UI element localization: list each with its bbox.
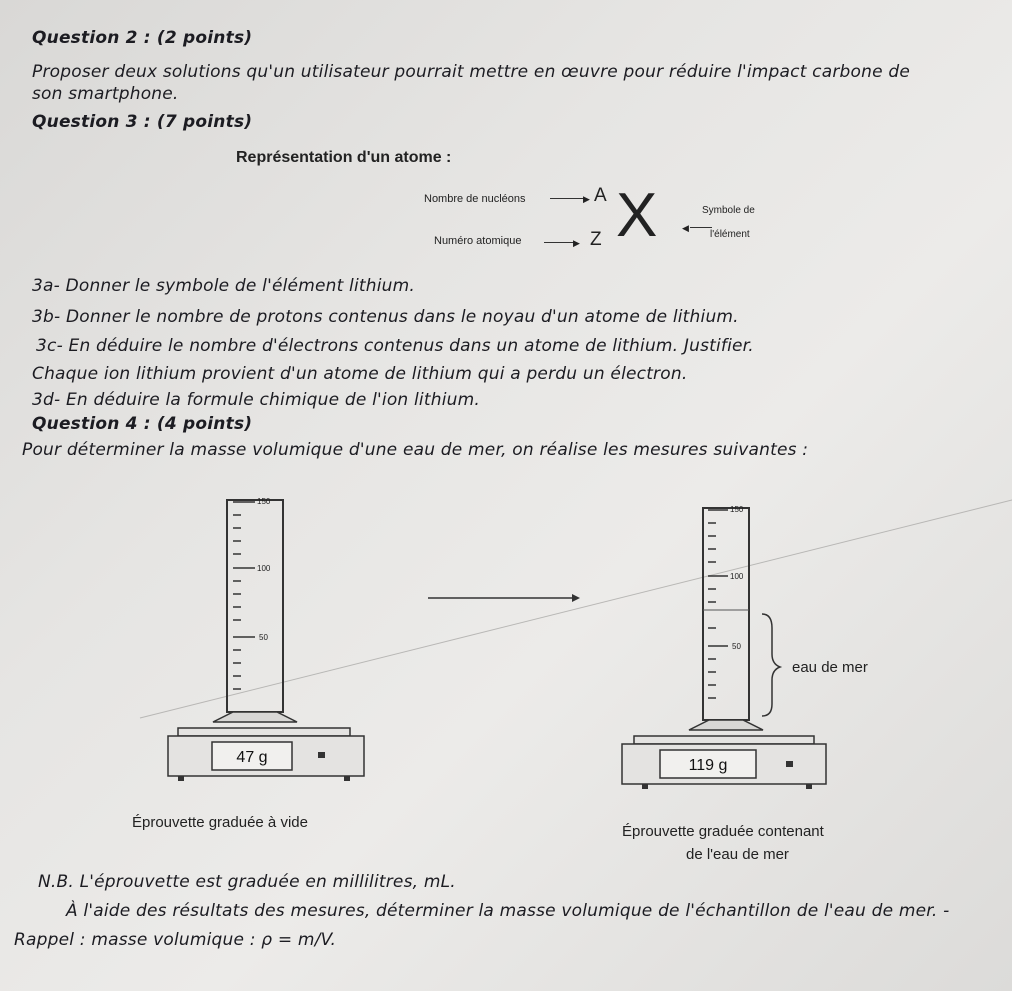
left-balance-foot-right [344,776,350,781]
left-caption: Éprouvette graduée à vide [132,814,308,831]
right-balance [622,736,826,789]
question-2-title: Question 2 : (2 points) [32,28,253,48]
rappel-formula: Rappel : masse volumique : ρ = m/V. [14,930,337,950]
nucleon-symbol-a: A [594,185,607,206]
right-cylinder-body [703,508,749,720]
question-3-title: Question 3 : (7 points) [32,112,253,132]
atomic-number-symbol-z: Z [590,229,602,250]
left-balance-button [318,752,325,758]
element-symbol-x: X [616,181,658,250]
question-3c: 3c- En déduire le nombre d'électrons contenus dans un atome de lithium. Justifier. [36,336,754,356]
nb-note: N.B. L'éprouvette est graduée en millilitres, mL. [38,872,456,892]
left-graduated-cylinder [213,497,297,722]
left-scale-reading: 47 g [236,749,268,766]
measurement-illustration [0,470,1012,870]
question-3a: 3a- Donner le symbole de l'élément lithium. [32,276,416,296]
element-symbol-label-1: Symbole de [702,205,755,216]
question-4-intro: Pour déterminer la masse volumique d'une eau de mer, on réalise les mesures suivantes : [22,440,809,460]
right-grad-50: 50 [732,642,741,651]
element-arrow [690,227,712,228]
right-scale-reading: 119 g [688,757,728,774]
left-balance-plate [178,728,350,736]
right-caption-line-2: de l'eau de mer [686,846,789,863]
atomic-number-label: Numéro atomique [434,235,522,247]
right-cylinder-ticks [708,510,728,698]
right-balance-foot-left [642,784,648,789]
element-arrow-head: ◀ [682,223,689,233]
right-grad-150: 150 [730,505,744,514]
atomic-number-arrow-head: ▶ [573,238,580,248]
right-balance-plate [634,736,814,744]
atom-representation-heading: Représentation d'un atome : [236,149,452,166]
left-grad-100: 100 [257,564,271,573]
atom-notation-diagram [420,181,820,265]
transition-arrow [428,594,580,602]
right-grad-100: 100 [730,572,744,581]
left-cylinder-base [213,712,297,722]
question-4-title: Question 4 : (4 points) [32,414,253,434]
left-balance [168,728,364,781]
right-graduated-cylinder [689,505,763,730]
lithium-ion-note: Chaque ion lithium provient d'un atome de lithium qui a perdu un électron. [32,364,688,384]
left-grad-50: 50 [259,633,268,642]
right-balance-button [786,761,793,767]
right-cylinder-base [689,720,763,730]
question-2-text-line-1: Proposer deux solutions qu'un utilisateur pourrait mettre en œuvre pour réduire l'impact carbone de [32,62,911,82]
page-crease-line [140,500,1012,718]
element-symbol-label-2: l'élément [710,229,750,240]
nucleon-arrow-head: ▶ [583,194,590,204]
sea-water-label: eau de mer [792,659,868,676]
question-2-text-line-2: son smartphone. [32,84,179,104]
left-grad-150: 150 [257,497,271,506]
nucleon-number-label: Nombre de nucléons [424,193,526,205]
nucleon-arrow [550,198,586,199]
question-3b: 3b- Donner le nombre de protons contenus dans le noyau d'un atome de lithium. [32,307,739,327]
sea-water-brace [762,614,780,716]
question-3d: 3d- En déduire la formule chimique de l'ion lithium. [32,390,480,410]
atomic-number-arrow [544,242,576,243]
question-4-instruction: À l'aide des résultats des mesures, déterminer la masse volumique de l'échantillon de l'eau de mer. - [66,901,950,921]
left-cylinder-body [227,500,283,712]
right-balance-foot-right [806,784,812,789]
left-balance-foot-left [178,776,184,781]
right-caption-line-1: Éprouvette graduée contenant [622,823,824,840]
left-cylinder-ticks [233,502,255,689]
